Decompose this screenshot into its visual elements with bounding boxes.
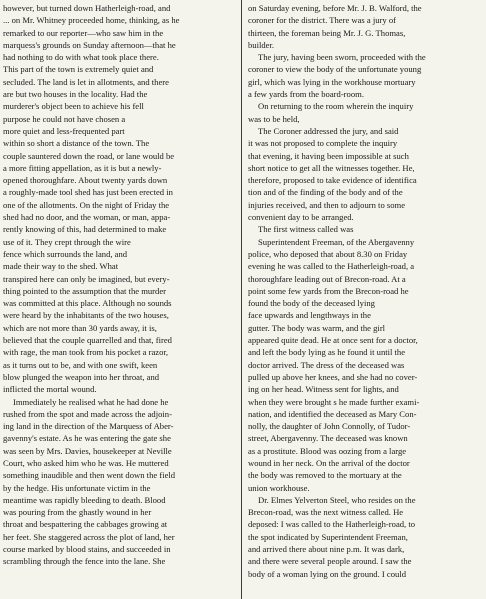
text-line: On returning to the room wherein the inquiry bbox=[258, 101, 414, 112]
text-line: believed that the couple quarrelled and that, fired bbox=[3, 335, 172, 346]
text-line: was seen by Mrs. Davies, housekeeper at Neville bbox=[3, 445, 172, 456]
text-line: it was not proposed to complete the inquiry bbox=[248, 138, 398, 149]
text-line: the spot indicated by Superintendent Freeman, bbox=[248, 531, 408, 542]
text-line: nolly, the daughter of John Connolly, of Tudor- bbox=[248, 421, 411, 432]
text-line: scrambling through the fence into the lane. She bbox=[3, 556, 166, 567]
text-line: within so short a distance of the town. The bbox=[3, 138, 150, 149]
text-line: convenient day to be arranged. bbox=[248, 212, 354, 223]
text-line: gutter. The body was warm, and the girl bbox=[248, 322, 386, 333]
text-line: one of the allotments. On the night of Friday the bbox=[3, 199, 170, 210]
text-line: Dr. Elmes Yelverton Steel, who resides on the bbox=[258, 494, 416, 505]
text-line: point some few yards from the Brecon-road he bbox=[248, 285, 409, 296]
text-line: short notice to get all the witnesses together. He, bbox=[248, 162, 415, 173]
text-line: The first witness called was bbox=[258, 224, 354, 235]
text-line: thing pointed to the assumption that the murder bbox=[3, 285, 167, 296]
text-line: that evening, it having been impossible at such bbox=[248, 150, 409, 161]
text-line: was pouring from the ghastly wound in her bbox=[3, 507, 152, 518]
text-line: a more fitting appellation, as it is but a newly- bbox=[3, 162, 162, 173]
text-line: therefore, proposed to take evidence of identifica bbox=[248, 175, 417, 186]
text-line: This part of the town is extremely quiet and bbox=[3, 64, 154, 75]
text-line: had nothing to do with what took place there. bbox=[3, 52, 159, 63]
text-line: her feet. She staggered across the plot of land, her bbox=[3, 531, 175, 542]
text-line: The Coroner addressed the jury, and said bbox=[258, 125, 399, 136]
text-line: deposed: I was called to the Hatherleigh-road, to bbox=[248, 519, 416, 530]
text-line: with rage, the man took from his pocket a razor, bbox=[3, 347, 169, 358]
text-line: pulled up above her knees, and she had no cover- bbox=[248, 371, 418, 382]
text-line: opened thoroughfare. About twenty yards down bbox=[3, 175, 168, 186]
text-line: by the hedge. His unfortunate victim in the bbox=[3, 482, 151, 493]
text-line: inflicted the mortal wound. bbox=[3, 384, 97, 395]
text-line: coroner for the district. There was a jury of bbox=[248, 15, 397, 26]
text-line: and there were several people around. I saw the bbox=[248, 556, 412, 567]
text-line: builder. bbox=[248, 39, 275, 50]
text-line: as it turns out to be, and with one swift, keen bbox=[3, 359, 158, 370]
text-line: was committed at this place. Although no sounds bbox=[3, 298, 172, 309]
text-line: remarked to our reporter—who saw him in the bbox=[3, 27, 164, 38]
text-line: murderer's object been to achieve his fell bbox=[3, 101, 144, 112]
text-line: when they were brought s he made further exami- bbox=[248, 396, 420, 407]
text-line: found the body of the deceased lying bbox=[248, 298, 375, 309]
text-line: shed had no door, and the woman, or man, appa- bbox=[3, 212, 171, 223]
text-line: transpired here can only be imagined, but every- bbox=[3, 273, 170, 284]
text-line: which are not more than 30 yards away, it is, bbox=[3, 322, 157, 333]
text-line: and arrived there about nine p.m. It was dark, bbox=[248, 544, 405, 555]
text-line: purpose he could not have chosen a bbox=[3, 113, 126, 124]
text-line: secluded. The land is let in allotments, and there bbox=[3, 76, 169, 87]
column-divider bbox=[241, 0, 242, 599]
text-line: nation, and identified the deceased as Mary Con- bbox=[248, 408, 417, 419]
text-line: Superintendent Freeman, of the Abergavenny bbox=[258, 236, 415, 247]
text-line: couple sauntered down the road, or lane would be bbox=[3, 150, 175, 161]
text-line: face upwards and lengthways in the bbox=[248, 310, 371, 321]
text-line: ... on Mr. Whitney proceeded home, thinking, as he bbox=[3, 15, 180, 26]
text-line: body of a woman lying on the ground. I could bbox=[248, 568, 407, 579]
text-line: thirteen, the foreman being Mr. J. G. Thomas, bbox=[248, 27, 406, 38]
text-line: and left the body lying as he found it until the bbox=[248, 347, 406, 358]
text-line: Court, who asked him who he was. He muttered bbox=[3, 457, 169, 468]
text-line: as a prostitute. Blood was oozing from a large bbox=[248, 445, 407, 456]
text-line: gavenny's estate. As he was entering the gate she bbox=[3, 433, 171, 444]
text-line: marquess's grounds on Sunday afternoon—that he bbox=[3, 39, 176, 50]
text-line: however, but turned down Hatherleigh-road, and bbox=[3, 3, 171, 13]
text-line: street, Abergavenny. The deceased was known bbox=[248, 433, 408, 444]
text-line: use of it. They crept through the wire bbox=[3, 236, 131, 247]
text-line: ing on her head. Witness sent for lights, and bbox=[248, 384, 399, 395]
text-line: appeared quite dead. He at once sent for a doctor, bbox=[248, 335, 418, 346]
text-line: evening he was called to the Hatherleigh-road, a bbox=[248, 261, 415, 272]
text-line: tion and of the finding of the body and of the bbox=[248, 187, 403, 198]
text-line: meantime was rapidly bleeding to death. Blood bbox=[3, 494, 166, 505]
text-line: Immediately he realised what he had done he bbox=[13, 396, 169, 407]
text-line: were heard by the inhabitants of the two houses, bbox=[3, 310, 169, 321]
text-line: something inaudible and then went down the field bbox=[3, 470, 176, 481]
text-line: throat and bespattering the cabbages growing at bbox=[3, 519, 168, 530]
text-line: course marked by blood stains, and succeeded in bbox=[3, 544, 171, 555]
text-line: injuries received, and then to adjourn to some bbox=[248, 199, 406, 210]
text-line: was to be held, bbox=[248, 113, 300, 124]
text-line: coroner to view the body of the unfortunate young bbox=[248, 64, 422, 75]
text-line: police, who deposed that about 8.30 on Friday bbox=[248, 248, 408, 259]
text-line: The jury, having been sworn, proceeded with the bbox=[258, 52, 426, 63]
text-line: more quiet and less-frequented part bbox=[3, 125, 125, 136]
text-line: doctor arrived. The dress of the deceased was bbox=[248, 359, 405, 370]
text-line: girl, which was lying in the workhouse mortuary bbox=[248, 76, 416, 87]
left-column bbox=[3, 2, 237, 568]
text-line: fence which surrounds the land, and bbox=[3, 248, 128, 259]
text-line: union workhouse. bbox=[248, 482, 310, 493]
text-line: made their way to the shed. What bbox=[3, 261, 119, 272]
text-line: blow plunged the weapon into her throat, and bbox=[3, 371, 160, 382]
text-line: a roughly-made tool shed has just been erected in bbox=[3, 187, 173, 198]
right-column bbox=[248, 2, 483, 580]
text-line: the body was removed to the mortuary at the bbox=[248, 470, 402, 481]
text-line: thoroughfare leading out of Brecon-road. At a bbox=[248, 273, 406, 284]
text-line: wound in her neck. On the arrival of the doctor bbox=[248, 457, 410, 468]
text-line: Brecon-road, was the next witness called. He bbox=[248, 507, 404, 518]
text-line: rently knowing of this, had determined to make bbox=[3, 224, 167, 235]
text-line: rushed from the spot and made across the adjoin- bbox=[3, 408, 172, 419]
text-line: are but two houses in the locality. Had the bbox=[3, 89, 148, 100]
text-line: a few yards from the board-room. bbox=[248, 89, 364, 100]
text-line: ing land in the direction of the Marquess of Aber- bbox=[3, 421, 174, 432]
text-line: on Saturday evening, before Mr. J. B. Walford, the bbox=[248, 3, 422, 13]
